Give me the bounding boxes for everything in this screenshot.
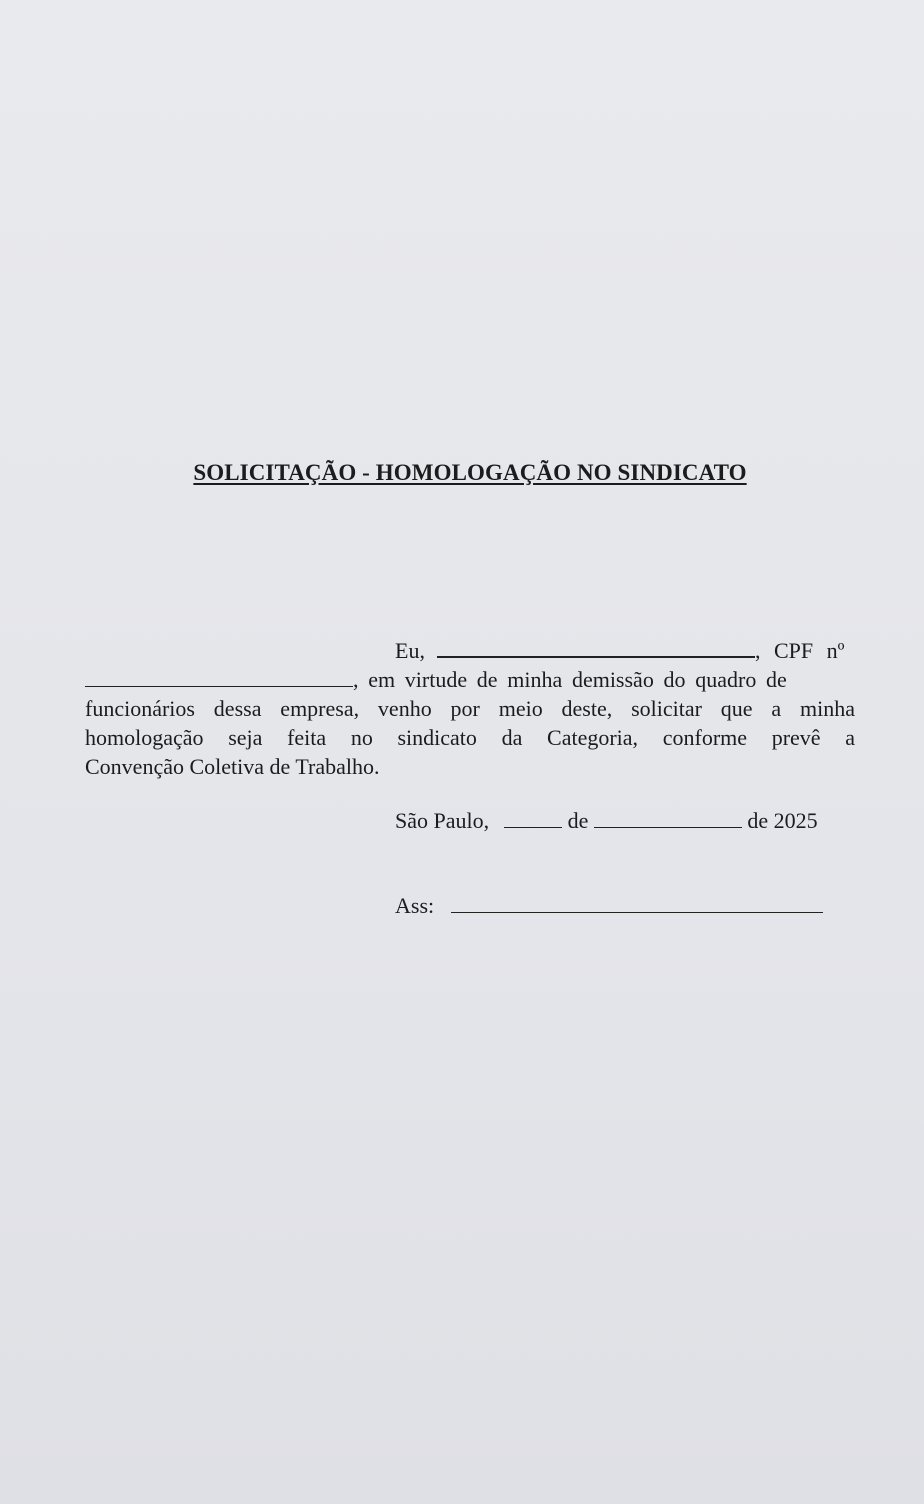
cpf-blank[interactable] (85, 668, 353, 687)
name-blank[interactable] (437, 638, 755, 658)
signature-line (395, 893, 823, 919)
paragraph-line-2-text: , em virtude de minha demissão do quadro de (353, 667, 787, 692)
paragraph-line-2 (85, 665, 855, 694)
cpf-label: , CPF nº (754, 638, 845, 663)
paragraph-line-4: homologação seja feita no sindicato da Categoria, conforme prevê a (85, 725, 855, 750)
signature-blank[interactable] (451, 894, 823, 913)
month-blank[interactable] (594, 809, 742, 828)
paragraph-line-3: funcionários dessa empresa, venho por meio deste, solicitar que a minha (85, 696, 855, 721)
city-label: São Paulo, (395, 808, 490, 833)
day-blank[interactable] (504, 809, 562, 828)
year-label: de 2025 (747, 808, 818, 833)
request-paragraph (85, 636, 855, 781)
paragraph-line-5: Convenção Coletiva de Trabalho. (85, 754, 380, 779)
document-title: SOLICITAÇÃO - HOMOLOGAÇÃO NO SINDICATO (193, 460, 747, 485)
paragraph-line-1 (85, 636, 855, 665)
eu-label: Eu, (395, 638, 425, 663)
de-label: de (567, 808, 589, 833)
date-line (395, 808, 818, 834)
signature-label: Ass: (395, 893, 435, 918)
